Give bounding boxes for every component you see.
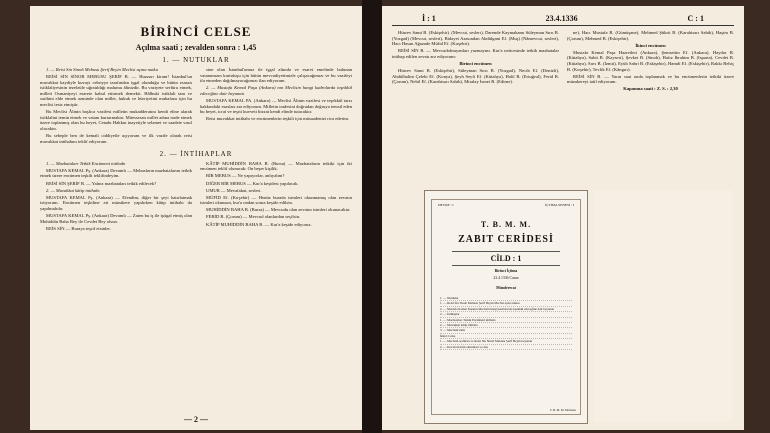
- paragraph: MÜFİD Ef. (Kırşehir) — Henüz burada isimleri okunmamış olan zevatın isimleri okunsun, kur'a ondan sonra keşide edilsin.: [200, 194, 352, 206]
- paragraph: BİR MEBUS — Ne yapıyorlar, anlıyalım?: [206, 173, 285, 179]
- left-page: [30, 6, 362, 430]
- toc-item: 1. — Mazbataları Tetkik Encümeni intihabı: [440, 318, 572, 323]
- paragraph: REİSİ SİN B. — Yarın saat onda toplanmak ve bu encümenlerin tetkiki üzere müzakereyi tatil ediyorum.: [567, 73, 734, 85]
- right-columns: [392, 30, 734, 93]
- cover-tbmm: T. B. M. M.: [480, 220, 532, 229]
- running-header: [392, 14, 734, 26]
- toc-item: 1. — Nutuklar: [440, 296, 572, 301]
- cover-volume: CİLD : 1: [452, 251, 560, 266]
- table-of-contents: [440, 296, 572, 350]
- binding-gutter: [362, 0, 382, 433]
- left-col-4: [200, 161, 352, 233]
- left-col-1: [40, 67, 192, 146]
- paragraph: REİS SİN — Buraya teşrif etsinler.: [46, 225, 111, 231]
- closing-time: Kapanma saati : Z. S. : 2,30: [623, 86, 678, 92]
- paragraph: FERİD B. (Çorum) — Mevcud olanlardan seçilsin.: [206, 214, 301, 220]
- cover-contents-label: Münderecat: [496, 286, 516, 290]
- blank-facing-sheet: [594, 190, 732, 422]
- paragraph: REİSİ SİN SİNOB MEBUSU ŞERİF B. — Huzzarı kiram! İstanbul'un muvakkat kaydiyle kuvayi cebriyye tarafından işgal olunduğu ve bütün esasatı istiklaliyesinin tezelzüle uğratıldığı malumu âlinizdir. Bu vaziyete serfüru etmek, milleti Osmaniyeyi esarete kabul ettirmek demekti. Hâlbuki istiklali tam ve sarihini elde etmek azminde olan millet, hukuk ve hürriyetini muhafaza için bu meclisi tesis etmiştir.: [40, 74, 192, 108]
- paragraph: MUSTAFA KEMAL Pş. (Ankara) Devamlı — Zaten bu iş ile iştigal etmiş olan Muhiddin Baha Bey ile Cevdet Bey olsun.: [40, 212, 192, 224]
- paragraph: sine olan İstanbul'umuz ile işgal altında ve esaret emelinde bulunan vatanımızın kurtuluşu için bütün mevcudiyetimizle çalışacağımızı ve bu vazifeyi ifa etmeden dağılmayacağımızı ilan ediyorum.: [200, 67, 352, 84]
- toc-item: 2. — Kur'anı Kerim okunması ve dua: [440, 345, 572, 350]
- toc-item: 3. — Meclisin tatili: [440, 328, 572, 333]
- toc-item: İkinci Celse: [440, 334, 572, 339]
- cover-header: [432, 200, 580, 210]
- paragraph: ne), Hacı Mustafa B. (Gümüşane), Mehmed Şükrü B. (Karahisarı Sahib), Haşim B. (Çorum), Mehmed B. (Eskişehir).: [567, 30, 734, 41]
- session-title: BİRİNCİ CELSE: [140, 24, 252, 39]
- paragraph: 1. — Mazbataları Tetkik Encümeni intihabı: [46, 160, 126, 166]
- right-text-block: [392, 14, 734, 164]
- paragraph: Bu Meclisi Âlinin başlıca vazifesi milletin mukadderatını kendi eline alarak istiklalini temin etmek ve vatanı kurtarmaktır. Müessesatı millet adına irade etmek üzere toplanmış olan bu heyet, Cenabı Hakkın inayetiyle selamet ve saadete vasıl olacaktır.: [40, 109, 192, 131]
- cover-term: DEVRE : I: [438, 203, 454, 207]
- paragraph: Bu sebeple ben de kemali ciddiyetle açıyorum ve ilk vazife olarak reisi muvakkat intihabını teklif ediyorum.: [40, 133, 192, 144]
- toc-item: 2. — Muvakkat kâtip intihabı: [440, 323, 572, 328]
- paragraph: Mustafa Kemal Paşa Hazretleri (Ankara), Şemsettin Ef. (Ankara), Haydar B. (Kütahya), Sabit B. (Kayseri), Şevket B. (Sinob), Hafız İbrahim B. (Isparta), Cevdet B. (Kütahya), Sırrı B. (İzmit), Eyüb Sabri B. (Eskişehir), Hamdi Ef. (Eskişehir), Rakkı Behiç B. (Kırşehir), Tevfik Ef. (Kângırı).: [567, 49, 734, 72]
- right-page: [382, 6, 744, 430]
- toc-item: 1. — Reisi Sin Sinob Mebusu Şerif Beyin Meclisi açma nutku: [440, 301, 572, 306]
- cover-page: [424, 190, 588, 424]
- header-date: 23.4.1336: [545, 14, 578, 23]
- section-elections: 2. — İNTİHAPLAR: [159, 149, 233, 158]
- header-volume: C : 1: [687, 14, 704, 23]
- subheading: İkinci encümen: [635, 42, 666, 48]
- paragraph: Hüsrev Sami B. (Eskişehir), Süleyman Sırrı B. (Yozgad), Necib Ef. (Denizli), Abdülhalim Çelebi Ef. (Konya), Şeyh Seyfi Ef. (Kütahya), Halil B. (Ertuğrul), Ferid B. (Çorum), Nebil Ef. (Karahisarı Sahib), Miralay İsmet B. (Edirne).: [392, 68, 559, 85]
- paragraph: MUHİDDİN BAHA B. (Bursa) — Mevcudu olan zevatın isimleri okunacaktır.: [206, 207, 351, 213]
- paragraph: MUSTAFA KEMAL Pş. (Ankara) Devamlı — Mebusların mazbatalarını tetkik etmek üzere encümen teşkili teklifindeyim.: [40, 167, 192, 179]
- right-col-2: [567, 30, 734, 93]
- toc-item: 2. — İntihaplar: [440, 312, 572, 317]
- right-col-1: [392, 30, 559, 93]
- paragraph: DİĞER BİR MEBUS — Kur'a keşidesi yapılacak.: [206, 180, 299, 186]
- paragraph: KÂTİP MUHİDDİN BAHA B. — Kur'a keşide ediyoruz.: [206, 221, 312, 227]
- paragraph: KÂTİP MUHİDDİN BAHA B. (Bursa) — Mazbataların tetkiki için iki encümen teklif olunacak: On beşer kişilik.: [200, 160, 352, 172]
- section-speeches: 1. — NUTUKLAR: [162, 56, 230, 64]
- left-col-2: [200, 67, 352, 146]
- subheading: Birinci encümen: [459, 60, 492, 66]
- paragraph: 2. — Mustafa Kemal Paşa (Ankara) nın Meclisin hangi kadrolarda teşekkül edeceğine dair beyanatı: [200, 85, 352, 96]
- paragraph: 1. — Reisi Sin Sinob Mebusu Şerif Beyin Meclisi açma nutku: [46, 67, 158, 72]
- paragraph: MUSTAFA KEMAL Pş. (Ankara) — Efendim, diğer bir şeyi hatırlatmak istiyorum. Encümen teşkiline ait müzakere yapılırken kâtip intihabı da yapılmalıdır.: [40, 194, 192, 211]
- header-meeting: İ : 1: [422, 14, 436, 23]
- toc-item: 2. — Mustafa Kemal Paşanın Meclisin hangi kadrolarda teşekkül edeceğine dair beyanatı: [440, 307, 572, 312]
- cover-printer: T. B. M. M. Matbaası: [550, 408, 576, 412]
- cover-session-year: İÇTİMA SENESİ : I: [545, 203, 574, 207]
- paragraph: Hüsrev Sami B. (Eskişehir). (Mevcut, seslerı), Darende Kaymakamı Süleyman Sırrı B. (Yozgad) (Mevcut, sesleri), Bidayet Azasından Abdülgani Ef. (Muş) (Nâmevcut, sesleri), Hacı Hasan Ağazade Müfid Ef. (Kırşehir).: [392, 30, 559, 47]
- page-number: — 2 —: [184, 415, 208, 424]
- paragraph: UMUR — Mevafakat, sesleri.: [206, 187, 262, 193]
- cover-session: Birinci İçtima: [494, 269, 518, 273]
- left-col-3: [40, 161, 192, 233]
- paragraph: MUSTAFA KEMAL PA. (Ankara) — Meclisi Âlinin vazifesi ve teşekkül tarzı hakkındaki esasları arz ediyorum. Milletin iradesini doğrudan doğruya temsil eden bu heyet, icrai ve teşrii kuvveti bizzat kendi elinde tutacaktır.: [200, 97, 352, 115]
- cover-date: 23.4.1336 Cuma: [493, 276, 519, 280]
- paragraph: Reisi muvakkat intihabı ve encümenlerin teşkili için müsaadenizi rica ederim.: [206, 116, 350, 122]
- paragraph: REİSİ SİN B. — Mevcudolmıyanları yazmayım. Kur'a neticesinde tetkik mazbatalar intihap edilen zevatı arz ediyorum:: [392, 48, 559, 59]
- toc-item: 1. — Meclisin açılması ve Reisi Sin Sinob Mebusu Şerif Beyin beyanatı: [440, 339, 572, 344]
- bottom-columns: [30, 161, 362, 233]
- paragraph: REİSİ SİN ŞERİF B. — Yalnız mazbataları tetkik edilecek?: [46, 180, 157, 186]
- opening-time: Açılma saati ; zevalden sonra : 1,45: [135, 43, 257, 52]
- cover-title: ZABIT CERİDESİ: [458, 234, 554, 245]
- cover-frame: [431, 199, 581, 415]
- top-columns: [30, 67, 362, 146]
- paragraph: 2. — Muvakkat kâtip intihabı: [46, 187, 100, 193]
